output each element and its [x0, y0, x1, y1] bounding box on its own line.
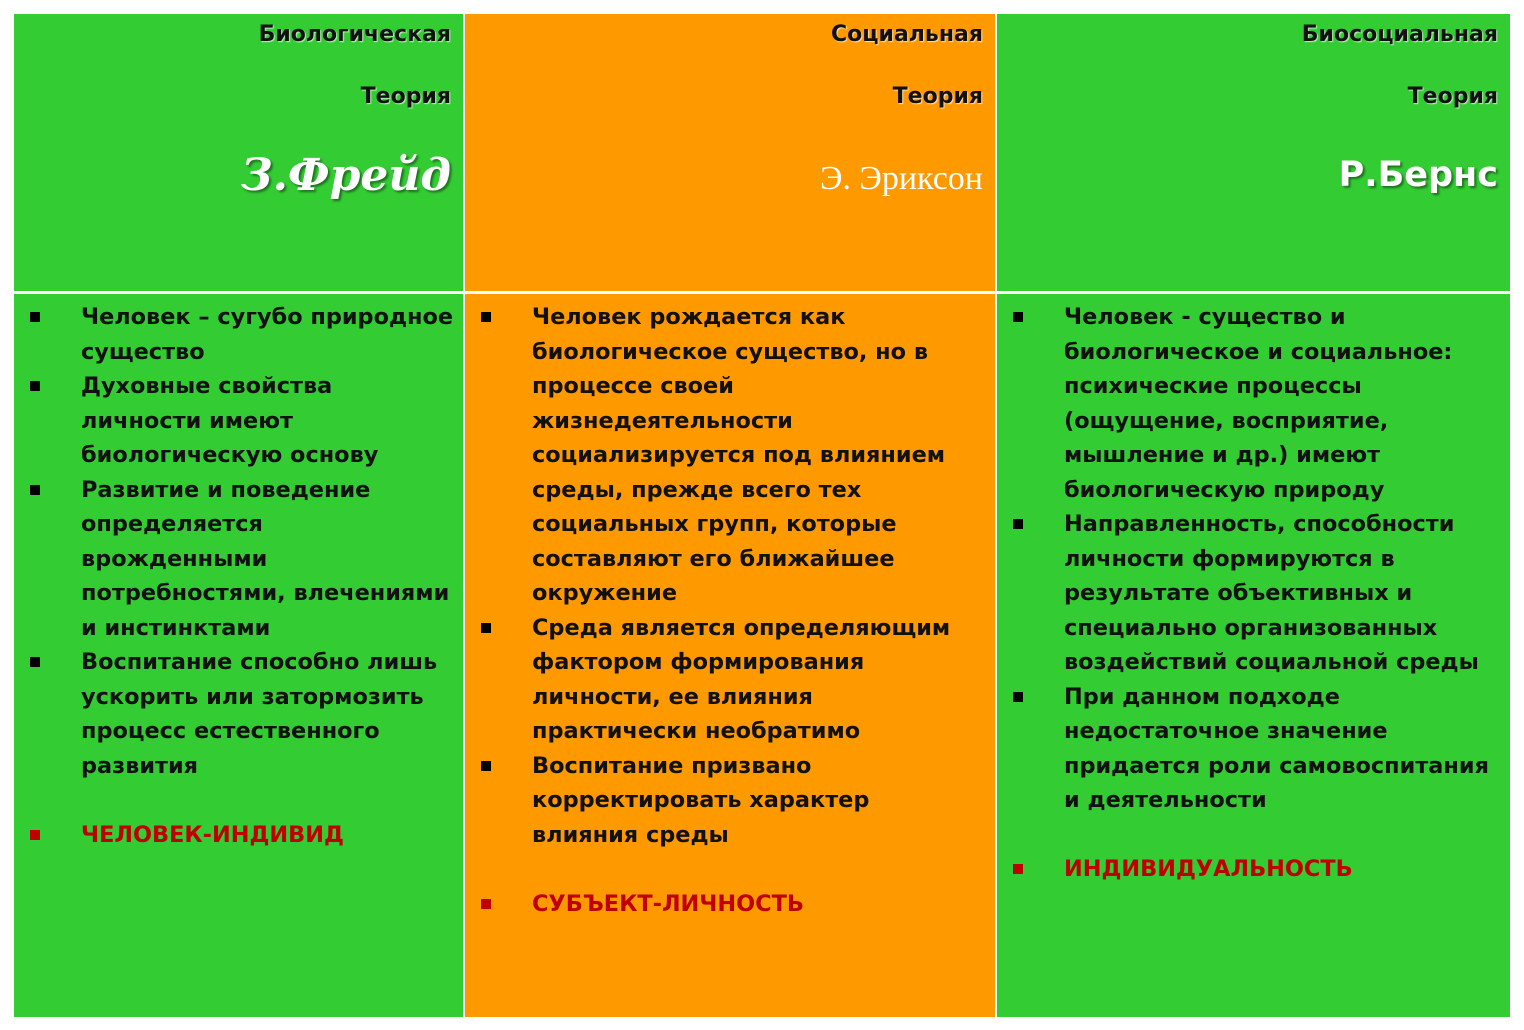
body-biosocial	[997, 294, 1510, 1017]
bullet-list	[465, 300, 980, 921]
conclusion-item: ИНДИВИДУАЛЬНОСТЬ	[997, 852, 1502, 887]
column-divider	[995, 14, 997, 1017]
header-biosocial	[997, 14, 1510, 291]
author-name: З.Фрейд	[240, 150, 451, 201]
list-item: Среда является определяющим фактором формирования личности, ее влияния практически необратимо	[465, 611, 980, 749]
bullet-list	[997, 300, 1502, 887]
list-item: Человек – сугубо природное существо	[14, 300, 454, 369]
theories-table	[14, 14, 1510, 1017]
list-item: Духовные свойства личности имеют биологическую основу	[14, 369, 454, 473]
title-line2: Теория	[892, 84, 983, 109]
author-name: Э. Эриксон	[819, 160, 983, 197]
list-item: Воспитание способно лишь ускорить или затормозить процесс естественного развития	[14, 645, 454, 783]
row-divider	[14, 291, 1510, 293]
title-line1: Биологическая	[258, 22, 451, 47]
conclusion-item: ЧЕЛОВЕК-ИНДИВИД	[14, 818, 454, 853]
title-line1: Социальная	[830, 22, 983, 47]
header-biological	[14, 14, 463, 291]
list-item: Направленность, способности личности формируются в результате объективных и специально организованных воздействий социальной среды	[997, 507, 1502, 680]
list-item: Человек рождается как биологическое существо, но в процессе своей жизнедеятельности социализируется под влиянием среды, прежде всего тех социальных групп, которые составляют его ближайшее окружение	[465, 300, 980, 611]
title-line1: Биосоциальная	[1301, 22, 1498, 47]
author-name: Р.Бернс	[1338, 155, 1498, 195]
conclusion-item: СУБЪЕКТ-ЛИЧНОСТЬ	[465, 887, 980, 922]
bullet-list	[14, 300, 454, 852]
list-item: Человек - существо и биологическое и социальное: психические процессы (ощущение, восприятие, мышление и др.) имеют биологическую природу	[997, 300, 1502, 507]
body-biological	[14, 294, 463, 1017]
list-item: Воспитание призвано корректировать характер влияния среды	[465, 749, 980, 853]
title-line2: Теория	[360, 84, 451, 109]
header-social	[465, 14, 995, 291]
column-divider	[463, 14, 465, 1017]
list-item: При данном подходе недостаточное значение придается роли самовоспитания и деятельности	[997, 680, 1502, 818]
body-social	[465, 294, 995, 1017]
list-item: Развитие и поведение определяется врожденными потребностями, влечениями и инстинктами	[14, 473, 454, 646]
title-line2: Теория	[1407, 84, 1498, 109]
